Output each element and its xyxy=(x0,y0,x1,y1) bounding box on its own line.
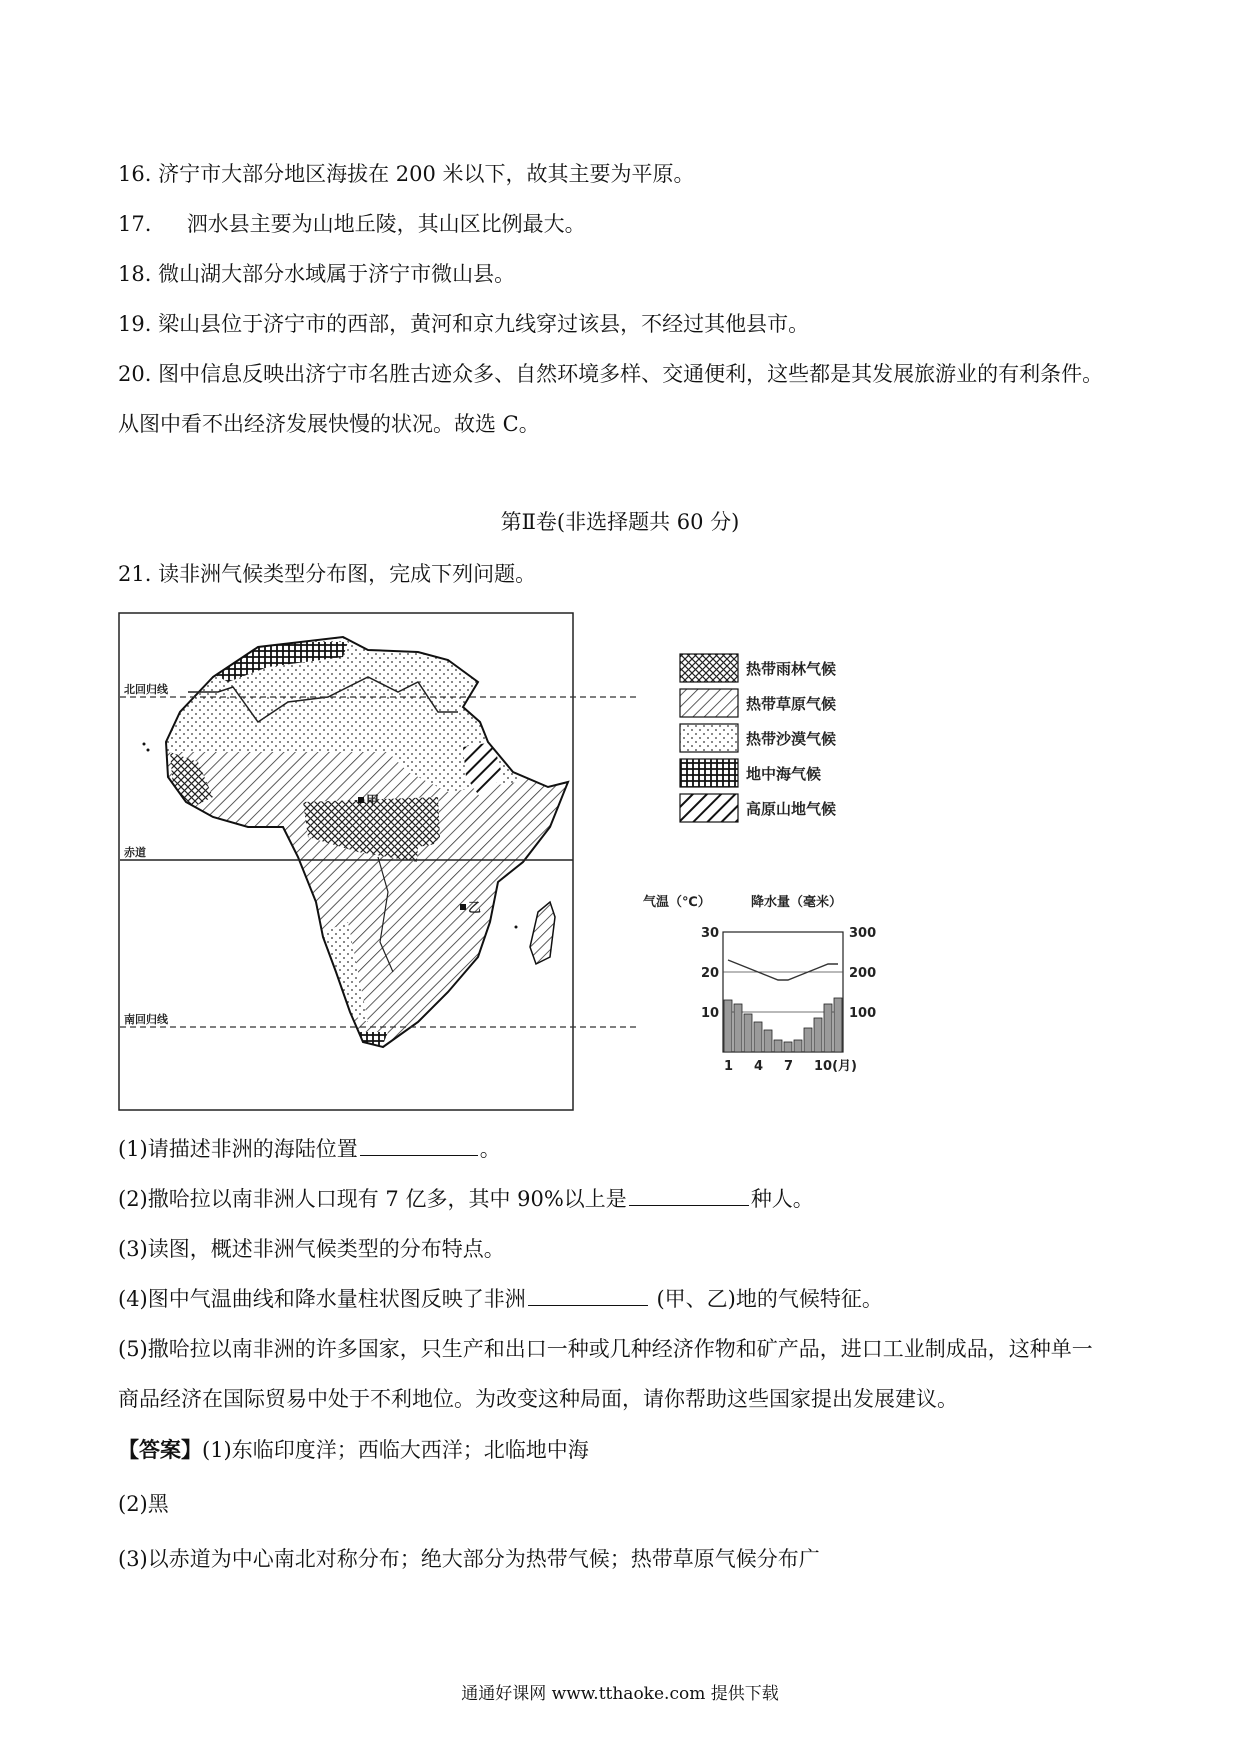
question-text: (2)撒哈拉以南非洲人口现有 7 亿多，其中 90%以上是 xyxy=(118,1187,627,1211)
climate-legend xyxy=(678,652,888,832)
precipitation-bar xyxy=(794,1040,802,1052)
legend-label: 地中海气候 xyxy=(746,765,822,783)
x-tick-label: 4 xyxy=(754,1059,764,1074)
section-title: 第Ⅱ卷(非选择题共 60 分) xyxy=(500,510,740,534)
answer-blank[interactable] xyxy=(528,1285,648,1306)
question-text: 种人。 xyxy=(750,1187,814,1211)
right-tick-label: 100 xyxy=(849,1006,877,1021)
precipitation-bar xyxy=(754,1022,762,1052)
equator-label: 赤道 xyxy=(124,846,146,859)
item-text: 微山湖大部分水域属于济宁市微山县。 xyxy=(158,262,516,286)
item-text: 梁山县位于济宁市的西部，黄河和京九线穿过该县，不经过其他县市。 xyxy=(158,312,810,336)
tropic-of-capricorn-label: 南回归线 xyxy=(124,1013,168,1026)
answer-label: 【答案】 xyxy=(118,1437,202,1462)
legend-label: 热带沙漠气候 xyxy=(746,730,837,748)
item-18 xyxy=(118,260,515,288)
question-text: 。 xyxy=(479,1137,501,1161)
left-tick-label: 10 xyxy=(701,1006,720,1021)
question-text: (1)请描述非洲的海陆位置 xyxy=(118,1137,358,1161)
item-number: 16. xyxy=(118,162,152,186)
item-number: 17. xyxy=(118,212,152,236)
island-dot xyxy=(515,926,518,929)
question-text: (4)图中气温曲线和降水量柱状图反映了非洲 xyxy=(118,1287,526,1311)
item-19 xyxy=(118,310,809,338)
island-dot xyxy=(147,749,150,752)
island-dot xyxy=(143,743,146,746)
question-21-4 xyxy=(118,1285,883,1313)
question-21-3: (3)读图，概述非洲气候类型的分布特点。 xyxy=(118,1237,505,1261)
x-tick-label: 7 xyxy=(784,1059,794,1074)
precipitation-bar xyxy=(724,1000,732,1052)
legend-item-mediterranean xyxy=(680,759,821,787)
page-footer: 通通好课网 www.tthaoke.com 提供下载 xyxy=(461,1684,779,1704)
highland-swatch xyxy=(680,794,738,822)
legend-item-desert xyxy=(680,724,836,752)
mediterranean-swatch xyxy=(680,759,738,787)
legend-label: 热带草原气候 xyxy=(746,695,837,713)
right-tick-label: 300 xyxy=(849,926,877,941)
point-yi-label: 乙 xyxy=(468,901,482,916)
legend-item-savanna xyxy=(680,689,836,717)
item-number: 20. xyxy=(118,362,152,386)
item-17 xyxy=(118,210,586,238)
precipitation-bar xyxy=(774,1040,782,1052)
question-21-5-line1: (5)撒哈拉以南非洲的许多国家，只生产和出口一种或几种经济作物和矿产品，进口工业制成品，这种单一 xyxy=(118,1337,1093,1361)
rainforest-swatch xyxy=(680,654,738,682)
precipitation-bar xyxy=(764,1030,772,1052)
answer-3: (3)以赤道为中心南北对称分布；绝大部分为热带气候；热带草原气候分布广 xyxy=(118,1547,820,1571)
item-text: 济宁市大部分地区海拔在 200 米以下，故其主要为平原。 xyxy=(158,162,695,186)
question-21-2 xyxy=(118,1185,814,1213)
question-21-1 xyxy=(118,1135,501,1163)
item-number: 18. xyxy=(118,262,152,286)
x-tick-label: 10(月) xyxy=(814,1059,857,1074)
item-text: 图中信息反映出济宁市名胜古迹众多、自然环境多样、交通便利，这些都是其发展旅游业的有利条件。 xyxy=(158,362,1104,386)
answer-text: (1)东临印度洋；西临大西洋；北临地中海 xyxy=(202,1438,589,1462)
chart-left-axis-title: 气温（℃） xyxy=(643,895,711,910)
item-16 xyxy=(118,160,695,188)
precipitation-bar xyxy=(734,1004,742,1052)
tropic-of-cancer-label: 北回归线 xyxy=(124,683,168,696)
legend-item-rainforest xyxy=(680,654,836,682)
chart-right-axis-title: 降水量（毫米） xyxy=(751,895,843,910)
precipitation-bar xyxy=(784,1042,792,1052)
savanna-swatch xyxy=(680,689,738,717)
africa-climate-map xyxy=(118,612,638,1112)
answer-blank[interactable] xyxy=(360,1135,478,1156)
answer-blank[interactable] xyxy=(629,1185,749,1206)
legend-item-highland xyxy=(680,794,836,822)
point-yi-marker xyxy=(460,904,466,910)
question-21-stem: 21. 读非洲气候类型分布图，完成下列问题。 xyxy=(118,562,537,586)
x-tick-label: 1 xyxy=(724,1059,734,1074)
answer-2: (2)黑 xyxy=(118,1492,169,1516)
precipitation-bar xyxy=(804,1028,812,1052)
right-tick-label: 200 xyxy=(849,966,877,981)
left-tick-label: 30 xyxy=(701,926,720,941)
question-21-5-line2: 商品经济在国际贸易中处于不利地位。为改变这种局面，请你帮助这些国家提出发展建议。 xyxy=(118,1387,958,1411)
question-text: (甲、乙)地的气候特征。 xyxy=(656,1287,883,1311)
point-jia-label: 甲 xyxy=(366,794,380,809)
legend-label: 高原山地气候 xyxy=(746,800,837,818)
item-20-continuation: 从图中看不出经济发展快慢的状况。故选 C。 xyxy=(118,412,540,436)
africa-climate-figure xyxy=(118,612,877,1116)
precipitation-bar xyxy=(744,1014,752,1052)
climate-chart xyxy=(643,892,888,1092)
item-20 xyxy=(118,360,1103,388)
left-tick-label: 20 xyxy=(701,966,720,981)
item-text: 泗水县主要为山地丘陵，其山区比例最大。 xyxy=(186,212,586,236)
precipitation-bar xyxy=(814,1018,822,1052)
precipitation-bar xyxy=(834,998,842,1052)
answer-1 xyxy=(118,1436,589,1464)
precipitation-bar xyxy=(824,1004,832,1052)
point-jia-marker xyxy=(358,797,364,803)
item-number: 19. xyxy=(118,312,152,336)
desert-swatch xyxy=(680,724,738,752)
legend-label: 热带雨林气候 xyxy=(746,660,837,678)
